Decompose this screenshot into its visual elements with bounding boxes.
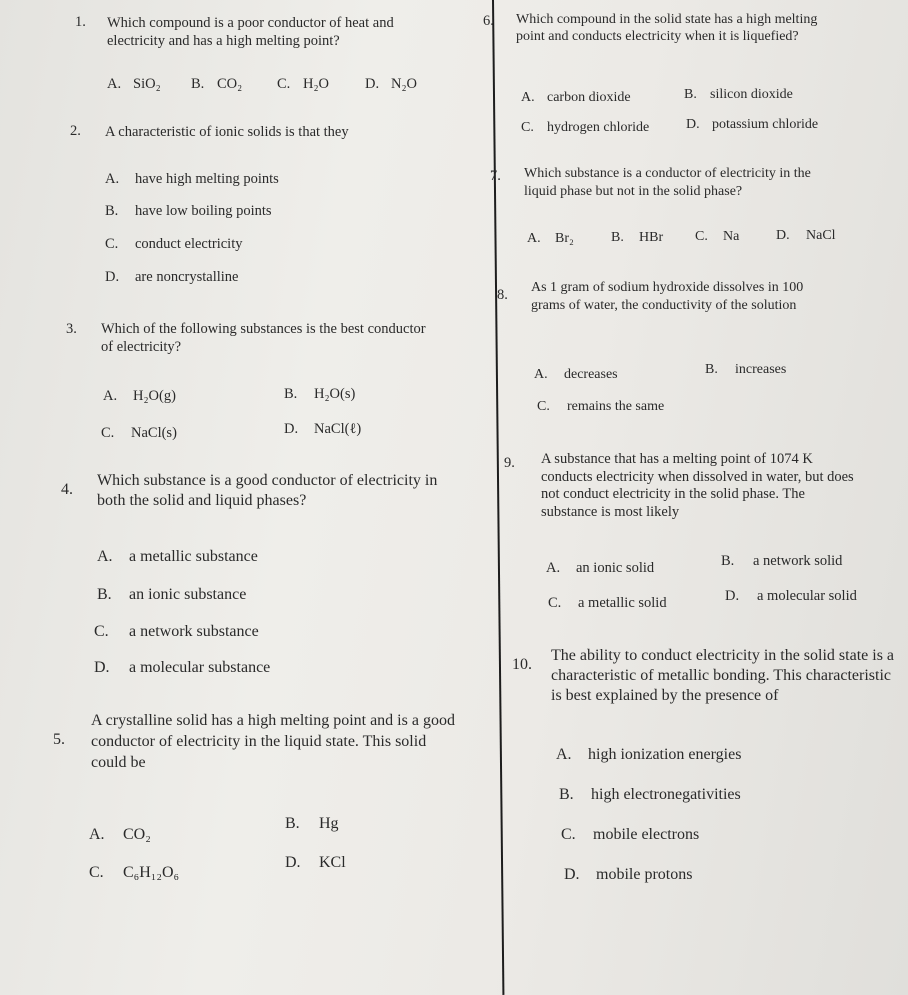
option-c[interactable]: C. C₆H₁₂O₆ (89, 864, 180, 881)
option-c[interactable]: C. remains the same (537, 399, 665, 414)
question-text: A characteristic of ionic solids is that they (105, 124, 349, 140)
option-c[interactable]: C. a metallic solid (548, 595, 667, 611)
option-c[interactable]: C. NaCl(s) (101, 425, 177, 441)
question-text: As 1 gram of sodium hydroxide dissolves in 100 grams of water, the conductivity of the solution (531, 280, 804, 313)
question-number: 4. (61, 481, 73, 498)
option-a[interactable]: A. decreases (534, 367, 618, 382)
question-text: Which substance is a conductor of electricity in the liquid phase but not in the solid phase? (524, 166, 811, 199)
option-b[interactable]: B. Hg (285, 815, 339, 832)
question-text: Which substance is a good conductor of electricity in both the solid and liquid phases? (97, 472, 438, 509)
column-divider (492, 0, 504, 995)
option-b[interactable]: B. an ionic substance (97, 586, 247, 603)
option-b[interactable]: B. H₂O(s) (284, 386, 356, 402)
question-text: A crystalline solid has a high melting point and is a good conductor of electricity in the liquid state. This solid could be (91, 712, 455, 771)
option-a[interactable]: A. Br₂ (527, 231, 574, 246)
option-a[interactable]: A. have high melting points (105, 171, 279, 187)
option-b[interactable]: B. silicon dioxide (684, 87, 793, 102)
option-d[interactable]: D. potassium chloride (686, 117, 819, 132)
option-c[interactable]: C. conduct electricity (105, 236, 243, 252)
option-a[interactable]: A. CO₂ (89, 826, 151, 843)
question-number: 8. (497, 287, 508, 303)
question-number: 3. (66, 321, 77, 337)
option-b[interactable]: B. have low boiling points (105, 203, 272, 219)
option-c[interactable]: C. H₂O (277, 76, 329, 92)
question-number: 2. (70, 123, 81, 139)
option-b[interactable]: B. HBr (611, 230, 664, 245)
question-number: 1. (75, 14, 86, 30)
option-a[interactable]: A. H₂O(g) (103, 388, 176, 404)
question-text: Which compound is a poor conductor of heat and electricity and has a high melting point? (107, 15, 394, 49)
option-d[interactable]: D. KCl (285, 854, 346, 871)
option-a[interactable]: A. a metallic substance (97, 548, 258, 565)
option-a[interactable]: A. high ionization energies (556, 746, 742, 763)
question-number: 10. (512, 656, 532, 673)
question-text: A substance that has a melting point of 1074 K conducts electricity when dissolved in water, but does not conduct electricity in the solid phase. The substance is most likely (541, 451, 854, 520)
option-d[interactable]: D. a molecular solid (725, 588, 857, 604)
option-d[interactable]: D. NaCl(ℓ) (284, 421, 362, 437)
option-d[interactable]: D. a molecular substance (94, 659, 271, 676)
option-d[interactable]: D. mobile protons (564, 866, 693, 883)
question-number: 9. (504, 455, 515, 471)
option-a[interactable]: A. carbon dioxide (521, 90, 631, 105)
option-b[interactable]: B. increases (705, 362, 787, 377)
option-c[interactable]: C. Na (695, 229, 740, 244)
option-d[interactable]: D. N₂O (365, 76, 417, 92)
option-b[interactable]: B. CO₂ (191, 76, 243, 92)
option-b[interactable]: B. a network solid (721, 553, 843, 569)
option-d[interactable]: D. NaCl (776, 228, 836, 243)
question-text: Which compound in the solid state has a high melting point and conducts electricity when it is liquefied? (516, 12, 818, 44)
option-c[interactable]: C. a network substance (94, 623, 259, 640)
question-number: 5. (53, 731, 65, 748)
question-number: 7. (490, 168, 501, 184)
option-a[interactable]: A. an ionic solid (546, 560, 655, 576)
question-text: The ability to conduct electricity in the solid state is a characteristic of metallic bonding. This characteristic is best explained by the presence of (551, 647, 895, 704)
question-text: Which of the following substances is the best conductor of electricity? (101, 321, 426, 355)
option-c[interactable]: C. mobile electrons (561, 826, 700, 843)
question-number: 6. (483, 13, 494, 29)
option-a[interactable]: A. SiO₂ (107, 76, 161, 92)
option-c[interactable]: C. hydrogen chloride (521, 120, 650, 135)
option-d[interactable]: D. are noncrystalline (105, 269, 239, 285)
option-b[interactable]: B. high electronegativities (559, 786, 741, 803)
